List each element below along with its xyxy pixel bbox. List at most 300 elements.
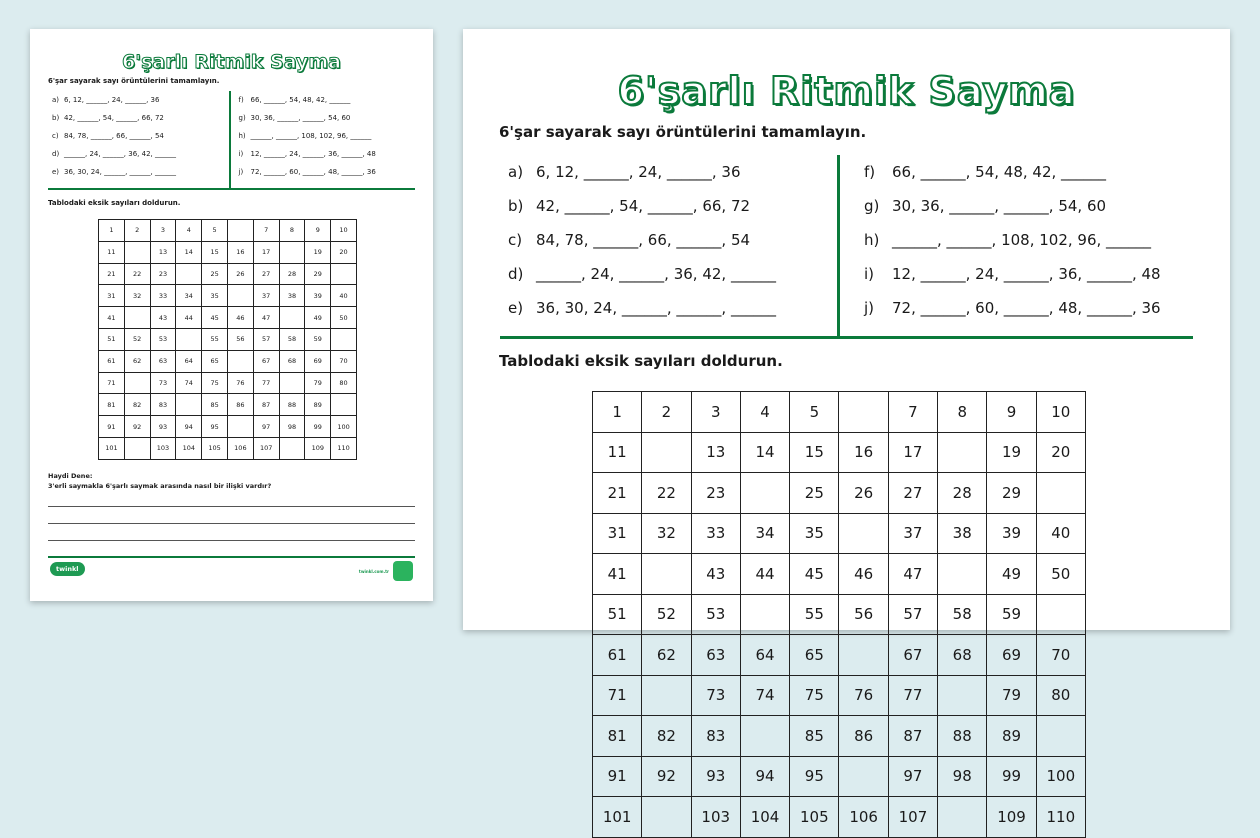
grid-row [99,350,357,372]
grid-cell: 69 [987,635,1036,676]
grid-cell: 56 [839,594,888,635]
grid-cell: 59 [987,594,1036,635]
grid-row [593,392,1086,433]
grid-cell: 39 [305,285,331,307]
grid-cell: 28 [279,263,305,285]
grid-row [593,432,1086,473]
grid-cell: 14 [740,432,789,473]
grid-cell: 98 [279,416,305,438]
grid-row [99,307,357,329]
patterns-right-column [837,155,1193,336]
grid-cell: 46 [839,554,888,595]
number-grid [592,391,1086,838]
pattern-label: e) [508,299,524,317]
grid-cell: 92 [642,756,691,797]
grid-cell: 15 [202,241,228,263]
pattern-text: 66, ______, 54, 48, 42, ______ [892,163,1107,181]
grid-cell: 16 [227,241,253,263]
pattern-label: e) [52,168,60,176]
pattern-label: j) [238,168,244,176]
try-question: 3'erli saymakla 6'şarlı saymak arasında nasıl bir ilişki vardır? [48,481,272,490]
pattern-text: ______, ______, 108, 102, 96, ______ [250,132,372,140]
grid-cell: 101 [99,437,125,459]
grid-cell: 68 [279,350,305,372]
grid-cell-blank[interactable] [938,675,987,716]
grid-row [593,797,1086,838]
footer [48,556,415,586]
grid-cell-blank[interactable] [1036,716,1085,757]
grid-cell: 59 [305,328,331,350]
grid-cell: 81 [99,394,125,416]
number-grid [98,219,357,460]
pattern-text: 12, ______, 24, ______, 36, ______, 48 [892,265,1161,283]
pattern-text: 6, 12, ______, 24, ______, 36 [64,96,160,104]
grid-cell-blank[interactable] [740,716,789,757]
grid-cell-blank[interactable] [124,372,150,394]
grid-cell: 93 [691,756,740,797]
grid-cell: 15 [790,432,839,473]
grid-cell: 105 [202,437,228,459]
pattern-label: c) [52,132,59,140]
grid-row [593,716,1086,757]
grid-cell-blank[interactable] [176,394,202,416]
grid-cell: 80 [1036,675,1085,716]
grid-cell: 103 [691,797,740,838]
grid-cell: 1 [593,392,642,433]
grid-cell: 51 [99,328,125,350]
grid-cell: 7 [888,392,937,433]
grid-cell-blank[interactable] [839,513,888,554]
grid-cell: 55 [790,594,839,635]
grid-cell: 77 [253,372,279,394]
pattern-label: f) [864,163,876,181]
pattern-label: g) [864,197,880,215]
grid-cell: 40 [1036,513,1085,554]
grid-cell: 62 [642,635,691,676]
grid-cell-blank[interactable] [1036,594,1085,635]
grid-cell: 47 [888,554,937,595]
grid-row [99,394,357,416]
pattern-row [52,109,229,127]
grid-row [593,635,1086,676]
pattern-label: b) [508,197,524,215]
grid-cell: 109 [987,797,1036,838]
grid-cell: 57 [888,594,937,635]
grid-cell: 109 [305,437,331,459]
grid-cell: 4 [176,220,202,242]
grid-cell-blank[interactable] [938,797,987,838]
grid-cell: 32 [124,285,150,307]
patterns-section [500,155,1193,339]
pattern-text: 30, 36, ______, ______, 54, 60 [892,197,1107,215]
grid-cell-blank[interactable] [1036,473,1085,514]
grid-cell: 57 [253,328,279,350]
grid-cell: 8 [938,392,987,433]
grid-cell: 92 [124,416,150,438]
grid-cell: 5 [790,392,839,433]
grid-cell: 39 [987,513,1036,554]
grid-cell: 55 [202,328,228,350]
grid-cell-blank[interactable] [839,392,888,433]
grid-cell: 67 [253,350,279,372]
grid-cell-blank[interactable] [124,241,150,263]
grid-cell-blank[interactable] [279,437,305,459]
grid-cell: 19 [305,241,331,263]
grid-cell-blank[interactable] [839,635,888,676]
grid-cell: 22 [124,263,150,285]
grid-cell: 21 [593,473,642,514]
worksheet-zoomed [463,29,1230,826]
grid-cell: 64 [740,635,789,676]
grid-cell-blank[interactable] [839,756,888,797]
grid-cell: 31 [593,513,642,554]
pattern-row [508,291,837,325]
grid-row [99,328,357,350]
grid-cell: 64 [176,350,202,372]
grid-cell-blank[interactable] [279,372,305,394]
grid-cell: 73 [691,675,740,716]
grid-cell-blank[interactable] [642,432,691,473]
grid-cell: 89 [305,394,331,416]
grid-cell: 99 [305,416,331,438]
grid-cell: 75 [790,675,839,716]
footer-url: twinkl.com.tr [358,569,389,574]
pattern-row [239,109,416,127]
grid-cell: 110 [1036,797,1085,838]
grid-row [593,756,1086,797]
grid-cell-blank[interactable] [227,285,253,307]
grid-cell: 94 [740,756,789,797]
grid-cell: 35 [790,513,839,554]
grid-cell-blank[interactable] [331,263,357,285]
grid-cell: 106 [839,797,888,838]
grid-cell: 104 [740,797,789,838]
grid-cell: 10 [331,220,357,242]
badge-icon [393,561,413,581]
grid-cell: 25 [202,263,228,285]
pattern-row [864,257,1193,291]
grid-cell-blank[interactable] [124,437,150,459]
grid-cell: 74 [176,372,202,394]
pattern-row [52,91,229,109]
grid-cell: 105 [790,797,839,838]
grid-cell: 67 [888,635,937,676]
pattern-row [239,163,416,181]
grid-cell: 106 [227,437,253,459]
grid-cell: 3 [691,392,740,433]
grid-cell: 27 [888,473,937,514]
grid-cell: 44 [176,307,202,329]
worksheet-thumbnail [30,29,433,601]
grid-cell-blank[interactable] [227,416,253,438]
pattern-label: d) [52,150,60,158]
grid-cell: 26 [227,263,253,285]
grid-cell: 62 [124,350,150,372]
grid-cell: 13 [150,241,176,263]
grid-cell: 40 [331,285,357,307]
pattern-text: ______, 24, ______, 36, 42, ______ [536,265,776,283]
pattern-text: 84, 78, ______, 66, ______, 54 [536,231,751,249]
grid-cell-blank[interactable] [938,554,987,595]
grid-cell-blank[interactable] [279,307,305,329]
grid-cell: 86 [839,716,888,757]
grid-cell: 80 [331,372,357,394]
grid-cell: 63 [691,635,740,676]
pattern-label: f) [238,96,244,104]
grid-cell: 20 [331,241,357,263]
grid-cell: 89 [987,716,1036,757]
answer-line [48,524,415,541]
grid-row [99,241,357,263]
answer-line [48,490,415,507]
grid-cell: 37 [888,513,937,554]
grid-cell: 76 [839,675,888,716]
grid-row [99,437,357,459]
grid-cell-blank[interactable] [642,797,691,838]
grid-cell: 49 [987,554,1036,595]
grid-cell-blank[interactable] [227,350,253,372]
grid-cell-blank[interactable] [176,263,202,285]
grid-cell: 73 [150,372,176,394]
pattern-label: j) [864,299,875,317]
grid-cell: 7 [253,220,279,242]
grid-row [99,285,357,307]
grid-cell: 81 [593,716,642,757]
grid-cell: 69 [305,350,331,372]
pattern-text: 66, ______, 54, 48, 42, ______ [250,96,351,104]
grid-cell: 41 [99,307,125,329]
worksheet-title: 6'şarlı Ritmik Sayma [122,51,341,73]
grid-cell: 17 [888,432,937,473]
pattern-label: h) [864,231,880,249]
grid-cell: 99 [987,756,1036,797]
grid-cell: 34 [740,513,789,554]
grid-cell: 68 [938,635,987,676]
grid-cell: 33 [150,285,176,307]
patterns-section [48,91,415,190]
grid-cell: 110 [331,437,357,459]
grid-cell: 22 [642,473,691,514]
grid-cell: 65 [202,350,228,372]
grid-cell: 14 [176,241,202,263]
try-title: Haydi Dene: [48,471,93,480]
pattern-instruction: 6'şar sayarak sayı örüntülerini tamamlayın. [48,77,220,85]
grid-cell-blank[interactable] [331,328,357,350]
pattern-row [864,155,1193,189]
grid-cell: 88 [938,716,987,757]
grid-cell: 2 [124,220,150,242]
pattern-text: ______, 24, ______, 36, 42, ______ [64,150,176,158]
grid-cell: 100 [1036,756,1085,797]
pattern-text: 42, ______, 54, ______, 66, 72 [536,197,751,215]
grid-cell: 79 [305,372,331,394]
grid-cell-blank[interactable] [740,473,789,514]
pattern-label: a) [52,96,60,104]
grid-cell: 63 [150,350,176,372]
grid-cell: 43 [691,554,740,595]
grid-cell: 65 [790,635,839,676]
worksheet-title: 6'şarlı Ritmik Sayma [617,69,1076,113]
pattern-label: i) [864,265,875,283]
pattern-text: 12, ______, 24, ______, 36, ______, 48 [250,150,376,158]
pattern-row [508,155,837,189]
grid-cell: 101 [593,797,642,838]
pattern-text: ______, ______, 108, 102, 96, ______ [892,231,1152,249]
pattern-label: a) [508,163,524,181]
grid-cell: 35 [202,285,228,307]
grid-cell-blank[interactable] [279,241,305,263]
grid-cell: 10 [1036,392,1085,433]
grid-cell: 41 [593,554,642,595]
grid-cell: 38 [279,285,305,307]
grid-cell-blank[interactable] [740,594,789,635]
grid-cell: 27 [253,263,279,285]
grid-cell: 46 [227,307,253,329]
pattern-text: 36, 30, 24, ______, ______, ______ [64,168,176,176]
grid-cell: 3 [150,220,176,242]
pattern-row [864,291,1193,325]
pattern-text: 6, 12, ______, 24, ______, 36 [536,163,741,181]
grid-cell: 29 [305,263,331,285]
grid-cell: 91 [593,756,642,797]
grid-cell: 47 [253,307,279,329]
grid-row [593,594,1086,635]
grid-cell: 37 [253,285,279,307]
grid-cell-blank[interactable] [642,675,691,716]
grid-cell-blank[interactable] [331,394,357,416]
grid-cell: 98 [938,756,987,797]
grid-cell: 13 [691,432,740,473]
grid-cell: 26 [839,473,888,514]
patterns-right-column [229,91,416,188]
pattern-label: i) [238,150,244,158]
pattern-text: 30, 36, ______, ______, 54, 60 [250,114,351,122]
grid-cell: 87 [253,394,279,416]
grid-cell: 77 [888,675,937,716]
pattern-text: 84, 78, ______, 66, ______, 54 [64,132,164,140]
grid-cell-blank[interactable] [938,432,987,473]
grid-cell: 1 [99,220,125,242]
pattern-label: g) [238,114,246,122]
grid-cell: 31 [99,285,125,307]
grid-cell: 83 [691,716,740,757]
grid-cell: 38 [938,513,987,554]
grid-cell: 43 [150,307,176,329]
grid-row [99,220,357,242]
grid-cell: 95 [202,416,228,438]
grid-cell: 93 [150,416,176,438]
grid-cell: 8 [279,220,305,242]
grid-cell: 23 [150,263,176,285]
grid-cell: 61 [99,350,125,372]
grid-cell: 50 [331,307,357,329]
grid-cell: 5 [202,220,228,242]
grid-cell: 85 [790,716,839,757]
grid-cell: 107 [888,797,937,838]
grid-cell: 82 [642,716,691,757]
grid-cell: 107 [253,437,279,459]
answer-line [48,507,415,524]
grid-cell: 58 [279,328,305,350]
grid-cell: 82 [124,394,150,416]
grid-cell: 100 [331,416,357,438]
grid-cell: 2 [642,392,691,433]
grid-cell: 88 [279,394,305,416]
grid-cell: 9 [987,392,1036,433]
grid-cell: 53 [150,328,176,350]
grid-cell: 97 [253,416,279,438]
pattern-label: d) [508,265,524,283]
table-instruction: Tablodaki eksik sayıları doldurun. [48,199,181,207]
pattern-label: h) [238,132,246,140]
pattern-row [239,145,416,163]
grid-cell: 29 [987,473,1036,514]
pattern-row [864,223,1193,257]
grid-cell: 44 [740,554,789,595]
pattern-text: 42, ______, 54, ______, 66, 72 [64,114,164,122]
grid-cell: 28 [938,473,987,514]
grid-cell: 9 [305,220,331,242]
pattern-instruction: 6'şar sayarak sayı örüntülerini tamamlayın. [499,123,867,141]
grid-cell: 75 [202,372,228,394]
pattern-text: 72, ______, 60, ______, 48, ______, 36 [892,299,1161,317]
pattern-row [508,223,837,257]
pattern-row [864,189,1193,223]
grid-cell: 52 [642,594,691,635]
grid-cell: 86 [227,394,253,416]
grid-row [99,372,357,394]
pattern-label: b) [52,114,60,122]
grid-cell: 17 [253,241,279,263]
pattern-label: c) [508,231,523,249]
grid-cell: 56 [227,328,253,350]
pattern-row [508,257,837,291]
grid-cell: 19 [987,432,1036,473]
grid-cell: 32 [642,513,691,554]
grid-cell: 95 [790,756,839,797]
grid-cell-blank[interactable] [176,328,202,350]
grid-cell: 83 [150,394,176,416]
grid-cell: 49 [305,307,331,329]
grid-cell: 87 [888,716,937,757]
pattern-row [52,127,229,145]
grid-cell: 97 [888,756,937,797]
grid-row [593,473,1086,514]
pattern-row [52,145,229,163]
grid-cell-blank[interactable] [227,220,253,242]
grid-cell: 58 [938,594,987,635]
pattern-text: 36, 30, 24, ______, ______, ______ [536,299,776,317]
grid-cell: 51 [593,594,642,635]
pattern-row [239,127,416,145]
grid-cell: 70 [1036,635,1085,676]
grid-cell: 76 [227,372,253,394]
grid-cell: 16 [839,432,888,473]
grid-cell: 71 [99,372,125,394]
table-instruction: Tablodaki eksik sayıları doldurun. [499,352,783,370]
grid-cell: 85 [202,394,228,416]
grid-cell: 71 [593,675,642,716]
grid-cell: 91 [99,416,125,438]
grid-cell: 104 [176,437,202,459]
pattern-text: 72, ______, 60, ______, 48, ______, 36 [250,168,376,176]
grid-cell-blank[interactable] [124,307,150,329]
grid-cell: 23 [691,473,740,514]
grid-cell: 45 [202,307,228,329]
grid-row [593,554,1086,595]
grid-row [593,513,1086,554]
grid-cell-blank[interactable] [642,554,691,595]
